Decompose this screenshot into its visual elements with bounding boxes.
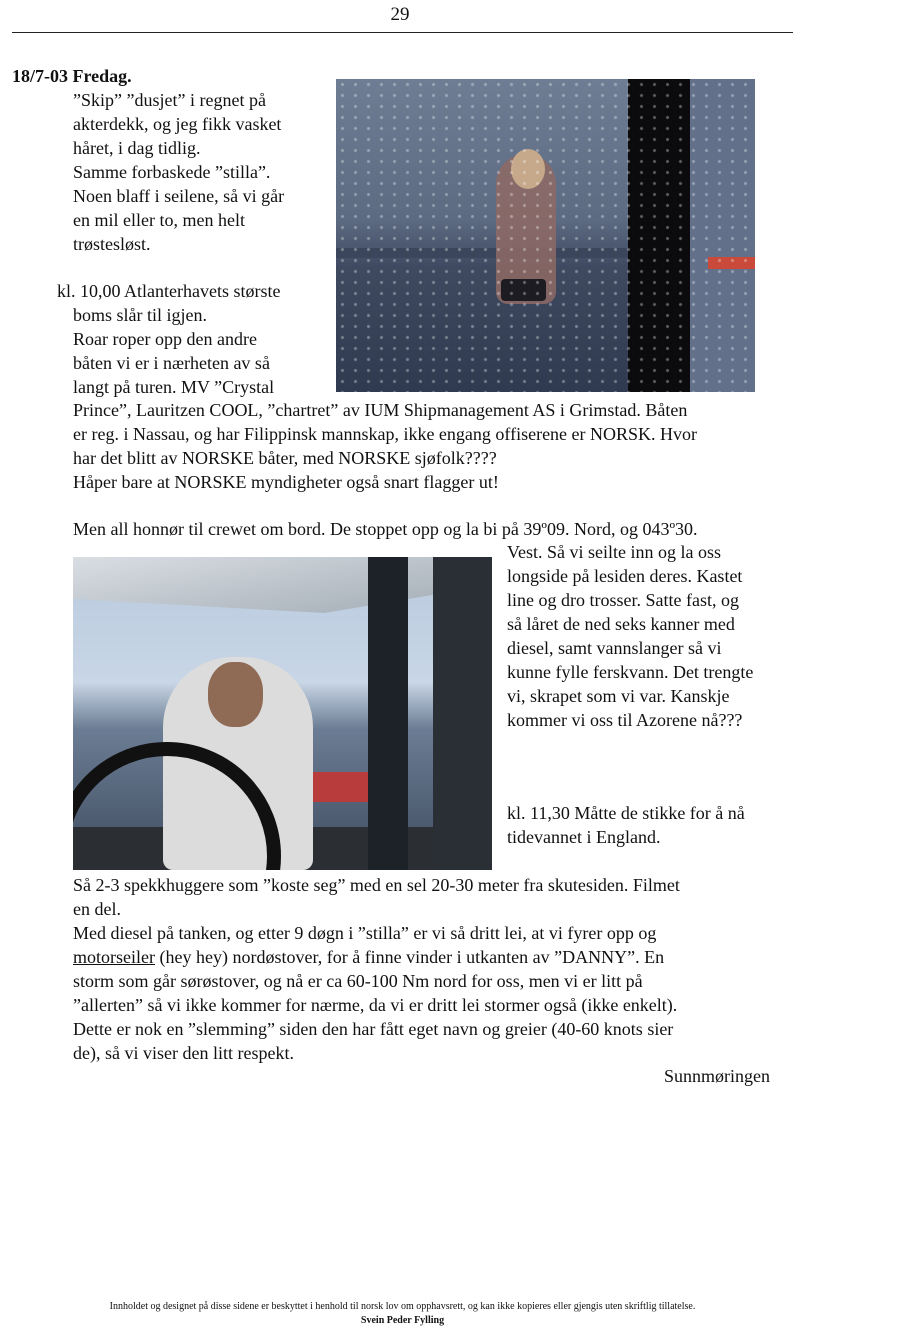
photo-rain-shower [336, 79, 755, 392]
text-line: kl. 10,00 Atlanterhavets største [57, 281, 281, 301]
text-line: Prince”, Lauritzen COOL, ”chartret” av IUM Shipmanagement AS i Grimstad. Båten [73, 400, 688, 420]
text-line-rest: (hey hey) nordøstover, for å finne vinder i utkanten av ”DANNY”. En [154, 947, 665, 967]
text-line: Roar roper opp den andre [73, 329, 257, 349]
text-line: line og dro trosser. Satte fast, og [507, 590, 739, 610]
text-line: Håper bare at NORSKE myndigheter også snart flagger ut! [73, 472, 499, 492]
text-line: akterdekk, og jeg fikk vasket [73, 114, 282, 134]
text-line: håret, i dag tidlig. [73, 138, 201, 158]
text-line: ”allerten” så vi ikke kommer for nærme, da vi er dritt lei stormer også (ikke enkelt). [73, 995, 678, 1015]
text-line: Samme forbaskede ”stilla”. [73, 162, 271, 182]
text-line: Med diesel på tanken, og etter 9 døgn i ”stilla” er vi så dritt lei, at vi fyrer opp og [73, 923, 657, 943]
text-line: trøstesløst. [73, 234, 151, 254]
text-line: tidevannet i England. [507, 827, 661, 847]
header-rule [12, 32, 793, 33]
text-line: har det blitt av NORSKE båter, med NORSKE sjøfolk???? [73, 448, 497, 468]
text-line: Så 2-3 spekkhuggere som ”koste seg” med en sel 20-30 meter fra skutesiden. Filmet [73, 875, 680, 895]
text-line: kommer vi oss til Azorene nå??? [507, 710, 743, 730]
text-line: longside på lesiden deres. Kastet [507, 566, 743, 586]
text-line: kunne fylle ferskvann. Det trengte [507, 662, 754, 682]
text-line: Dette er nok en ”slemming” siden den har fått eget navn og greier (40-60 knots sier [73, 1019, 674, 1039]
date-heading: 18/7-03 Fredag. [12, 66, 132, 86]
page-number: 29 [390, 4, 410, 25]
text-line: båten vi er i nærheten av så [73, 353, 270, 373]
text-line: en mil eller to, men helt [73, 210, 245, 230]
underlined-word: motorseiler [73, 947, 155, 967]
text-line [73, 945, 664, 969]
text-line: Noen blaff i seilene, så vi går [73, 186, 285, 206]
text-line: diesel, samt vannslanger så vi [507, 638, 722, 658]
text-line: boms slår til igjen. [73, 305, 207, 325]
text-line: de), så vi viser den litt respekt. [73, 1043, 294, 1063]
text-line: er reg. i Nassau, og har Filippinsk mannskap, ikke engang offiserene er NORSK. Hvor [73, 424, 698, 444]
photo-helmsman [73, 557, 492, 870]
text-line: langt på turen. MV ”Crystal [73, 377, 275, 397]
signature: Sunnmøringen [664, 1066, 770, 1086]
text-line: ”Skip” ”dusjet” i regnet på [73, 90, 266, 110]
footer-author: Svein Peder Fylling [360, 1315, 445, 1326]
text-line: kl. 11,30 Måtte de stikke for å nå [507, 803, 745, 823]
text-line: så låret de ned seks kanner med [507, 614, 735, 634]
text-line: Vest. Så vi seilte inn og la oss [507, 542, 721, 562]
text-line: vi, skrapet som vi var. Kanskje [507, 686, 730, 706]
text-line: Men all honnør til crewet om bord. De stoppet opp og la bi på 39º09. Nord, og 043º30. [73, 519, 698, 539]
text-line: storm som går sørøstover, og nå er ca 60-100 Nm nord for oss, men vi er litt på [73, 971, 643, 991]
footer-notice: Innholdet og designet på disse sidene er beskyttet i henhold til norsk lov om opphavsrett, og kan ikke kopieres eller gjengis uten skriftlig tillatelse. [109, 1301, 696, 1312]
text-line: en del. [73, 899, 121, 919]
